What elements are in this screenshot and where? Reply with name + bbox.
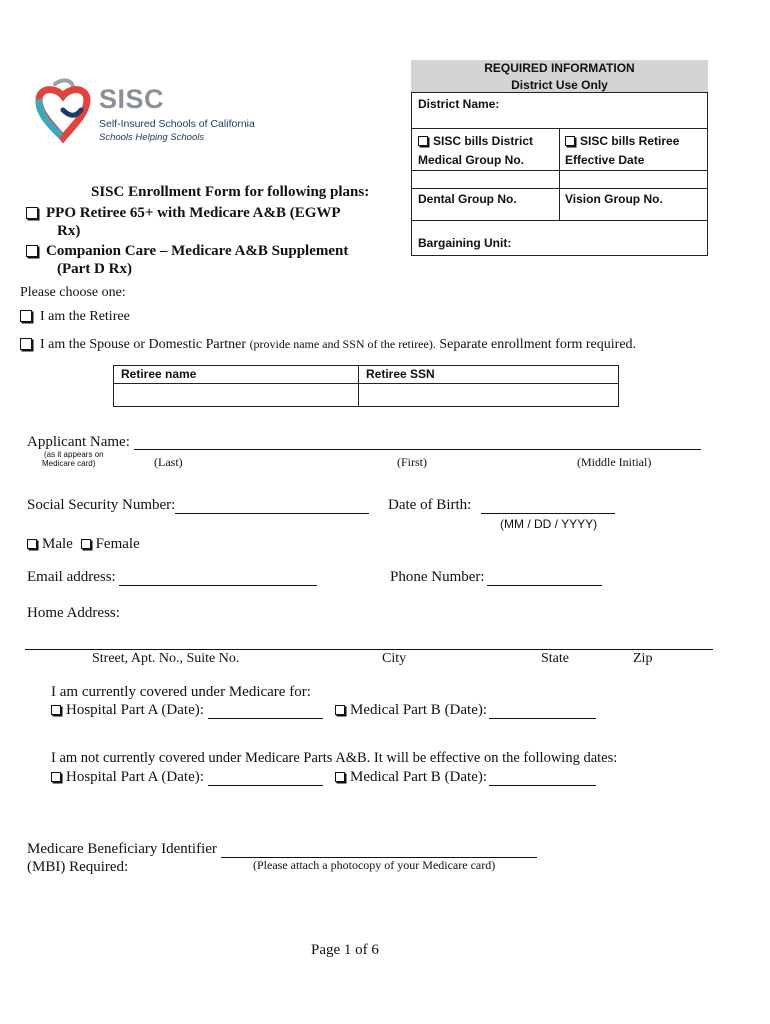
retiree-ssn-header: Retiree SSN <box>366 367 435 381</box>
bills-retiree-option[interactable] <box>565 134 679 148</box>
medicare-current-intro: I am currently covered under Medicare for: <box>51 684 311 700</box>
ssn-label: Social Security Number: <box>27 497 176 513</box>
future-part-a-label: Hospital Part A (Date): <box>66 769 204 785</box>
applicant-name-field[interactable] <box>134 433 701 450</box>
city-caption: City <box>382 651 407 666</box>
checkbox-icon[interactable] <box>418 136 428 146</box>
dob-format: (MM / DD / YYYY) <box>500 517 598 531</box>
mbi-label-line2: (MBI) Required: <box>27 859 129 875</box>
option-retiree[interactable] <box>20 309 130 325</box>
dental-group-label[interactable]: Dental Group No. <box>418 192 517 206</box>
bills-district-option[interactable] <box>418 134 533 148</box>
street-caption: Street, Apt. No., Suite No. <box>92 651 240 666</box>
logo-brand: SISC <box>99 84 165 114</box>
future-part-b-date-field[interactable] <box>489 768 596 786</box>
email-label: Email address: <box>27 569 116 585</box>
option-spouse-note: (provide name and SSN of the retiree). <box>249 337 436 351</box>
current-part-a-date-field[interactable] <box>208 701 323 719</box>
checkbox-icon[interactable] <box>20 338 32 350</box>
male-label: Male <box>42 536 73 552</box>
checkbox-icon[interactable] <box>81 539 91 549</box>
sisc-logo <box>33 76 263 146</box>
required-info-title: REQUIRED INFORMATION <box>484 61 635 75</box>
plan-ppo-label-line2: Rx) <box>57 223 81 239</box>
checkbox-icon[interactable] <box>335 705 345 715</box>
logo-org-name: Self-Insured Schools of California <box>99 118 255 130</box>
mbi-label-line1: Medicare Beneficiary Identifier <box>27 841 217 857</box>
phone-label: Phone Number: <box>390 569 485 585</box>
page-number: Page 1 of 6 <box>311 942 379 958</box>
female-option[interactable] <box>81 536 140 552</box>
phone-field[interactable] <box>487 568 602 586</box>
option-spouse[interactable] <box>20 337 636 353</box>
home-address-label: Home Address: <box>27 605 120 621</box>
future-part-b-label: Medical Part B (Date): <box>350 769 488 785</box>
req-col-divider <box>559 128 560 220</box>
future-part-a[interactable] <box>51 769 204 786</box>
email-field[interactable] <box>119 568 317 586</box>
gender-options <box>27 536 140 553</box>
option-spouse-label: I am the Spouse or Domestic Partner <box>40 337 247 352</box>
current-part-b[interactable] <box>335 702 487 719</box>
retiree-ssn-field[interactable] <box>359 384 618 406</box>
dob-label: Date of Birth: <box>388 497 472 513</box>
female-label: Female <box>95 536 140 552</box>
option-spouse-tail: Separate enrollment form required. <box>439 337 637 352</box>
medical-group-label[interactable]: Medical Group No. <box>418 153 525 167</box>
current-part-b-date-field[interactable] <box>489 701 596 719</box>
mbi-field[interactable] <box>221 840 537 858</box>
plan-ppo-option[interactable] <box>26 205 341 222</box>
male-option[interactable] <box>27 536 73 552</box>
retiree-name-field[interactable] <box>114 384 357 406</box>
applicant-name-note-2: Medicare card) <box>42 459 96 468</box>
checkbox-icon[interactable] <box>26 207 38 219</box>
future-part-b[interactable] <box>335 769 487 786</box>
future-part-a-date-field[interactable] <box>208 768 323 786</box>
retiree-name-header: Retiree name <box>121 367 197 381</box>
bills-retiree-label: SISC bills Retiree <box>580 134 680 148</box>
last-name-caption: (Last) <box>154 455 183 469</box>
plan-companion-label: Companion Care – Medicare A&B Supplement <box>46 243 349 259</box>
checkbox-icon[interactable] <box>51 705 61 715</box>
checkbox-icon[interactable] <box>26 245 38 257</box>
district-name-label[interactable]: District Name: <box>418 97 500 111</box>
applicant-name-note-1: (as it appears on <box>44 450 104 459</box>
vision-group-label[interactable]: Vision Group No. <box>565 192 663 206</box>
checkbox-icon[interactable] <box>565 136 575 146</box>
option-retiree-label: I am the Retiree <box>40 309 130 324</box>
choose-label: Please choose one: <box>20 285 126 300</box>
bargaining-unit-label[interactable]: Bargaining Unit: <box>418 236 512 250</box>
plan-ppo-label: PPO Retiree 65+ with Medicare A&B (EGWP <box>46 205 341 221</box>
checkbox-icon[interactable] <box>20 310 32 322</box>
current-part-a[interactable] <box>51 702 204 719</box>
bills-district-label: SISC bills District <box>433 134 534 148</box>
state-caption: State <box>541 651 569 666</box>
home-address-field[interactable] <box>25 632 713 650</box>
mbi-note: (Please attach a photocopy of your Medicare card) <box>253 858 496 872</box>
current-part-a-label: Hospital Part A (Date): <box>66 702 204 718</box>
first-name-caption: (First) <box>397 455 427 469</box>
checkbox-icon[interactable] <box>335 772 345 782</box>
checkbox-icon[interactable] <box>51 772 61 782</box>
plans-heading: SISC Enrollment Form for following plans: <box>91 184 370 200</box>
effective-date-label[interactable]: Effective Date <box>565 153 645 167</box>
dob-field[interactable] <box>481 496 615 514</box>
zip-caption: Zip <box>633 651 653 666</box>
plan-companion-label-line2: (Part D Rx) <box>57 261 132 277</box>
req-divider-4 <box>411 220 708 221</box>
medicare-future-intro: I am not currently covered under Medicare Parts A&B. It will be effective on the following dates: <box>51 750 618 766</box>
current-part-b-label: Medical Part B (Date): <box>350 702 488 718</box>
applicant-name-label: Applicant Name: <box>27 434 130 450</box>
plan-companion-option[interactable] <box>26 243 348 260</box>
logo-tagline: Schools Helping Schools <box>99 132 205 143</box>
heart-pin-icon <box>33 76 93 144</box>
middle-initial-caption: (Middle Initial) <box>577 455 652 469</box>
ssn-field[interactable] <box>175 496 369 514</box>
checkbox-icon[interactable] <box>27 539 37 549</box>
district-use-only: District Use Only <box>511 78 608 92</box>
